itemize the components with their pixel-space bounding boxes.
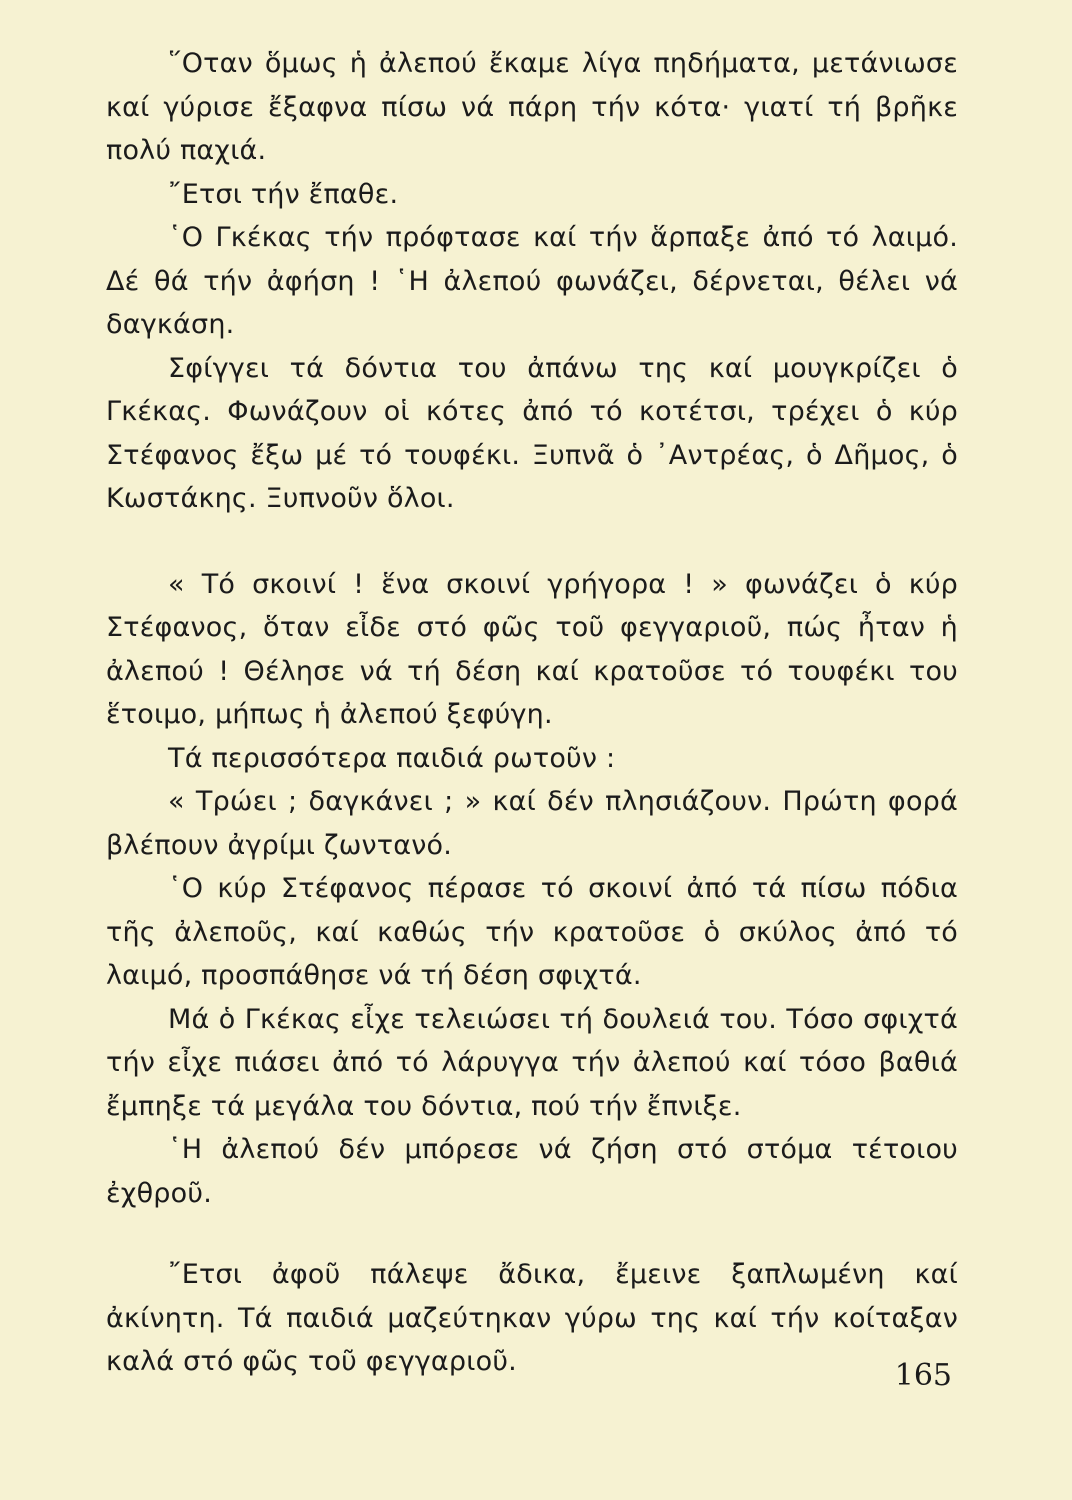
paragraph-8: ῾Ο κύρ Στέφανος πέρασε τό σκοινί ἀπό τά πίσω πόδια τῆς ἀλεποῦς, καί καθώς τήν κρατοῦσε ὁ σκύλος ἀπό τό λαιμό, προσπάθησε νά τή δέση σφιχτά. xyxy=(106,873,958,991)
paragraph-3: ῾Ο Γκέκας τήν πρόφτασε καί τήν ἅρπαξε ἀπό τό λαιμό. Δέ θά τήν ἀφήση ! ῾Η ἀλεπού φωνάζει, δέρνεται, θέλει νά δαγκάση. xyxy=(106,222,958,340)
page-number: 165 xyxy=(894,1358,952,1393)
paragraph-5: « Τό σκοινί ! ἕνα σκοινί γρήγορα ! » φωνάζει ὁ κύρ Στέφανος, ὅταν εἶδε στό φῶς τοῦ φεγγαριοῦ, πώς ἦταν ἡ ἀλεπού ! Θέλησε νά τή δέση καί κρατοῦσε τό τουφέκι του ἕτοιμο, μήπως ἡ ἀλεπού ξεφύγη. xyxy=(106,568,958,730)
section-gap xyxy=(106,521,958,563)
paragraph-7: « Τρώει ; δαγκάνει ; » καί δέν πλησιάζουν. Πρώτη φορά βλέπουν ἀγρίμι ζωντανό. xyxy=(106,786,958,861)
paragraph-6: Τά περισσότερα παιδιά ρωτοῦν : xyxy=(168,742,616,774)
paragraph-1: ῞Οταν ὅμως ἡ ἀλεπού ἔκαμε λίγα πηδήματα, μετάνιωσε καί γύρισε ἔξαφνα πίσω νά πάρη τήν κότα· γιατί τή βρῆκε πολύ παχιά. xyxy=(106,48,958,166)
paragraph-11: ῎Ετσι ἀφοῦ πάλεψε ἄδικα, ἔμεινε ξαπλωμένη καί ἀκίνητη. Τά παιδιά μαζεύτηκαν γύρω της καί τήν κοίταξαν καλά στό φῶς τοῦ φεγγαριοῦ. xyxy=(106,1259,958,1377)
section-gap xyxy=(106,1215,958,1253)
paragraph-10: ῾Η ἀλεπού δέν μπόρεσε νά ζήση στό στόμα τέτοιου ἐχθροῦ. xyxy=(106,1134,958,1209)
paragraph-9: Μά ὁ Γκέκας εἶχε τελειώσει τή δουλειά του. Τόσο σφιχτά τήν εἶχε πιάσει ἀπό τό λάρυγγα τήν ἀλεπού καί τόσο βαθιά ἔμπηξε τά μεγάλα του δόντια, πού τήν ἔπνιξε. xyxy=(106,1003,958,1122)
paragraph-4: Σφίγγει τά δόντια του ἀπάνω της καί μουγκρίζει ὁ Γκέκας. Φωνάζουν οἱ κότες ἀπό τό κοτέτσι, τρέχει ὁ κύρ Στέφανος ἔξω μέ τό τουφέκι. Ξυπνᾶ ὁ ᾿Αντρέας, ὁ Δῆμος, ὁ Κωστάκης. Ξυπνοῦν ὅλοι. xyxy=(106,352,958,514)
paragraph-2: ῎Ετσι τήν ἔπαθε. xyxy=(168,178,399,210)
page-text xyxy=(106,42,958,1384)
